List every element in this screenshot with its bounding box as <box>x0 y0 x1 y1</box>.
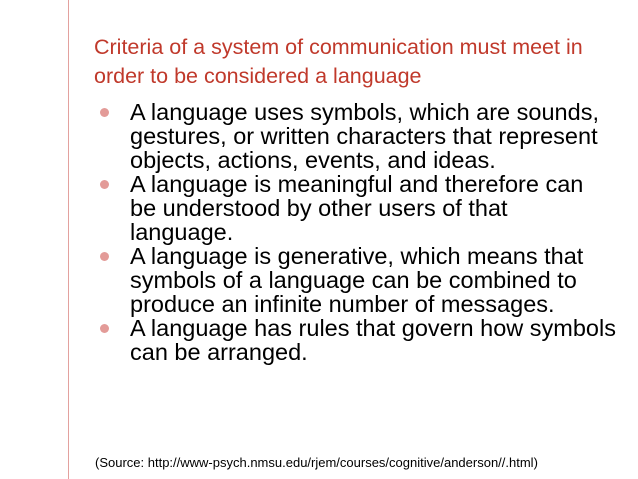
list-item <box>96 172 616 244</box>
bullet-text: A language is generative, which means that symbols of a language can be combined to produce an infinite number of messages. <box>130 243 584 317</box>
slide-title: Criteria of a system of communication must meet in order to be considered a language <box>94 35 583 88</box>
bullet-text: A language has rules that govern how symbols can be arranged. <box>130 315 616 365</box>
bullet-text: A language is meaningful and therefore can be understood by other users of that language. <box>130 171 584 245</box>
list-item <box>96 100 616 172</box>
bullet-marker-icon <box>100 252 109 261</box>
left-rule-decoration <box>68 0 69 479</box>
source-citation: (Source: http://www-psych.nmsu.edu/rjem/courses/cognitive/anderson//.html) <box>95 455 538 470</box>
bullet-text: A language uses symbols, which are sounds, gestures, or written characters that represent objects, actions, events, and ideas. <box>130 99 599 173</box>
list-item <box>96 244 616 316</box>
bullet-list <box>96 100 616 364</box>
bullet-marker-icon <box>100 324 109 333</box>
bullet-marker-icon <box>100 180 109 189</box>
bullet-marker-icon <box>100 108 109 117</box>
list-item <box>96 316 616 364</box>
